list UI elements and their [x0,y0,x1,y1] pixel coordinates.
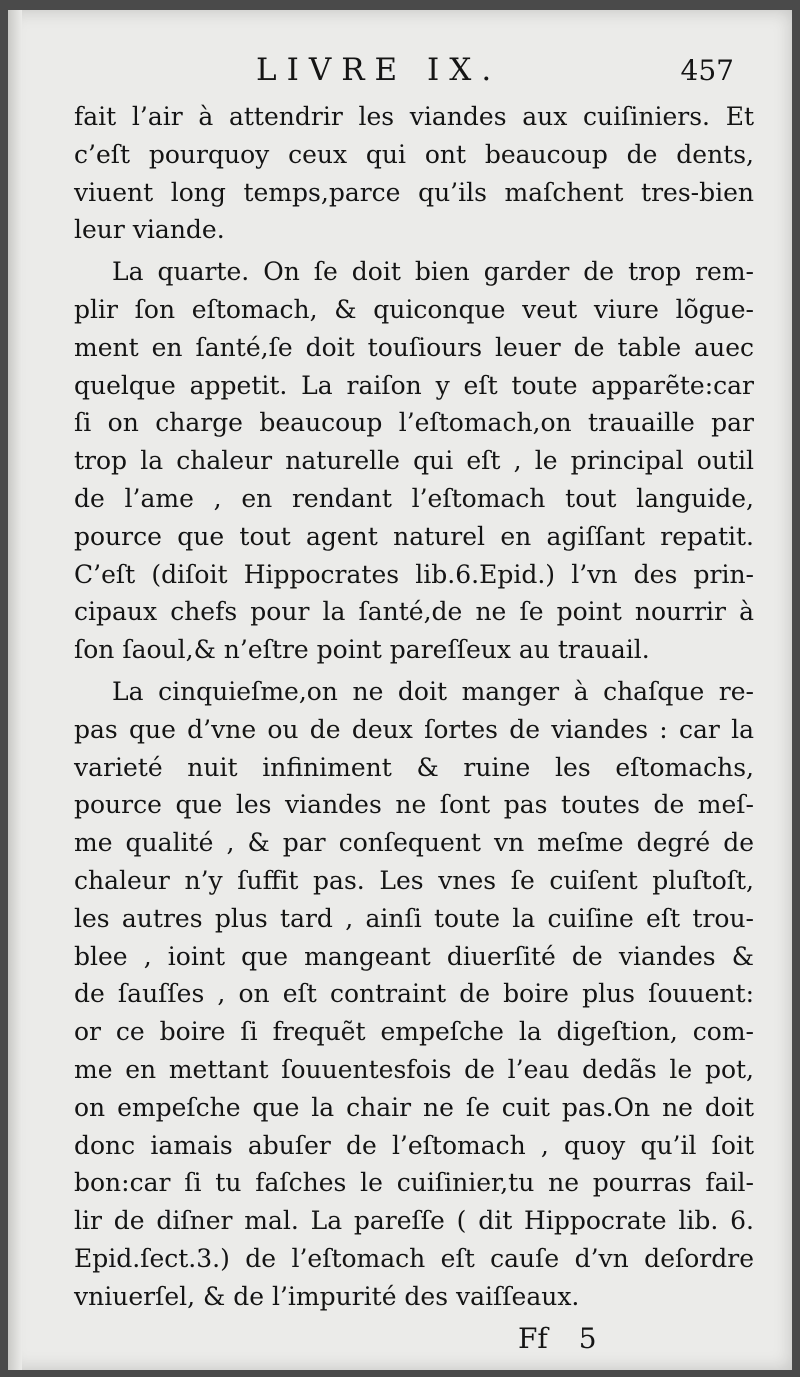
text-line: pource que tout agent naturel en agiſſant repatit. [74,521,754,551]
text-line: pas que d’vne ou de deux ſortes de viandes : car la [74,714,754,744]
text-line: pource que les viandes ne ſont pas toutes de meſ- [74,790,754,820]
text-line: C’eſt (diſoit Hippocrates lib.6.Epid.) l’vn des prin- [74,559,754,589]
text-line: trop la chaleur naturelle qui eſt , le principal outil [74,446,754,476]
text-line: La cinquieſme,on ne doit manger à chaſque re- [112,676,754,706]
text-line: vniuerſel, & de l’impurité des vaiſſeaux. [74,1281,580,1311]
text-line: Epid.ſect.3.) de l’eſtomach eſt cauſe d’vn deſordre [74,1243,754,1273]
text-line: me en mettant ſouuentesfois de l’eau dedãs le pot, [74,1054,754,1084]
text-line: chaleur n’y ſuffit pas. Les vnes ſe cuiſent pluſtoſt, [74,865,754,895]
text-line: de ſauſſes , on eſt contraint de boire plus ſouuent: [74,979,754,1009]
text-line: blee , ioint que mangeant diuerſité de viandes & [74,941,754,971]
book-page [8,10,792,1370]
text-line: viuent long temps,parce qu’ils maſchent tres-bien [74,177,754,207]
text-line: c’eſt pourquoy ceux qui ont beaucoup de dents, [74,139,754,169]
text-line: La quarte. On ſe doit bien garder de trop rem- [112,257,754,287]
text-line: bon:car ſi tu faſches le cuiſinier,tu ne pourras fail- [74,1168,754,1198]
text-line: or ce boire ſi frequẽt empeſche la digeſtion, com- [74,1017,754,1047]
book-title: LIVRE IX. [256,52,502,88]
text-line: plir ſon eſtomach, & quiconque veut viure lõgue- [74,294,754,324]
text-line: ſi on charge beaucoup l’eſtomach,on trauaille par [74,408,754,438]
running-head [8,52,792,102]
text-line: de l’ame , en rendant l’eſtomach tout languide, [74,483,754,513]
text-line: lir de diſner mal. La pareſſe ( dit Hippocrate lib. 6. [74,1206,754,1236]
text-line: ment en ſanté,ſe doit touſiours leuer de table auec [74,332,754,362]
page-edge-shadow [8,10,22,1370]
text-line: cipaux chefs pour la ſanté,de ne ſe point nourrir à [74,597,754,627]
text-line: donc iamais abuſer de l’eſtomach , quoy qu’il ſoit [74,1130,754,1160]
text-line: quelque appetit. La raiſon y eſt toute apparẽte:car [74,370,754,400]
text-line: varieté nuit infiniment & ruine les eſtomachs, [74,752,754,782]
page-number: 457 [680,54,734,87]
text-line: on empeſche que la chair ne ſe cuit pas.On ne doit [74,1092,754,1122]
body-text [74,98,754,1316]
text-line: me qualité , & par conſequent vn meſme degré de [74,828,754,858]
text-line: leur viande. [74,215,225,245]
text-line: les autres plus tard , ainſi toute la cuiſine eſt trou- [74,903,754,933]
text-line: fait l’air à attendrir les viandes aux cuiſiniers. Et [74,102,754,131]
signature-mark: Ff 5 [518,1322,597,1355]
text-line: ſon ſaoul,& n’eſtre point pareſſeux au trauail. [74,635,650,665]
